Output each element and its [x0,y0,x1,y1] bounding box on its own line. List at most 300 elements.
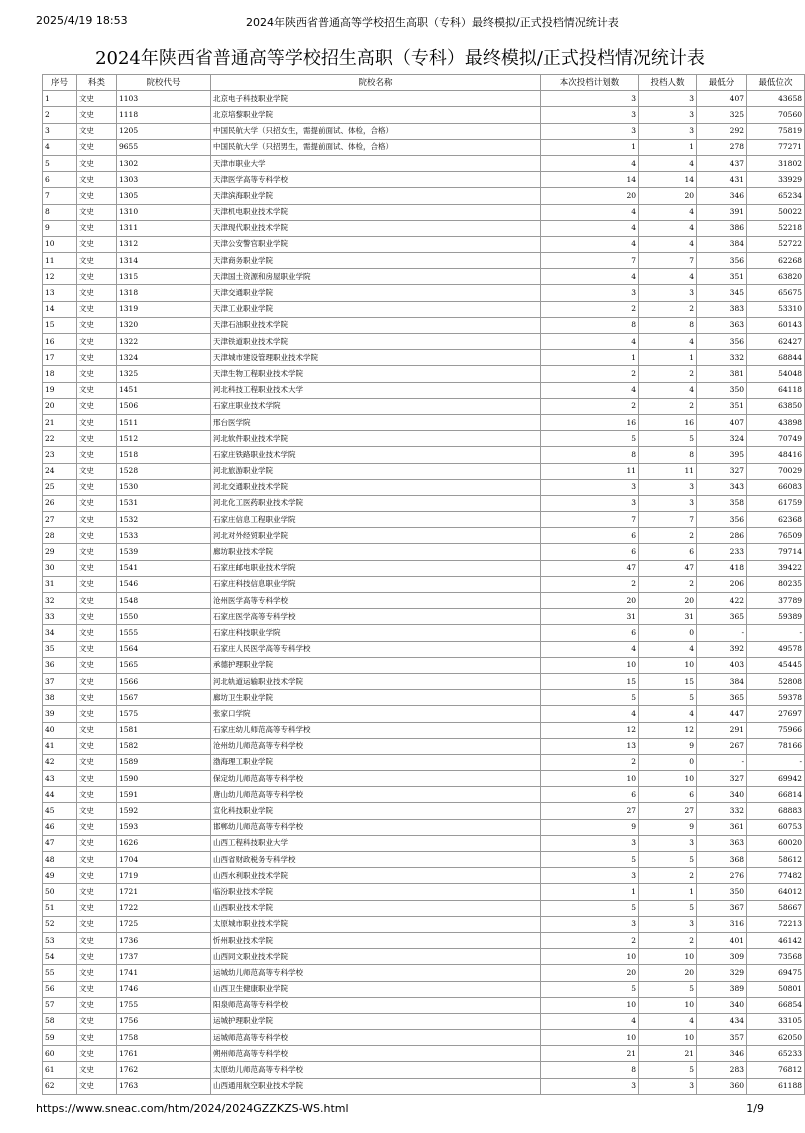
table-row [43,1078,805,1094]
cell-min-score: 391 [697,204,747,220]
cell-min-score: 434 [697,1013,747,1029]
cell-admitted-count: 4 [639,382,697,398]
cell-min-rank: 46142 [747,932,805,948]
cell-index: 60 [43,1046,77,1062]
cell-plan-count: 11 [541,463,639,479]
cell-school-name: 阳泉师范高等专科学校 [211,997,541,1013]
table-row [43,1030,805,1046]
cell-school-code: 1565 [117,657,211,673]
cell-school-code: 1746 [117,981,211,997]
cell-school-code: 1546 [117,576,211,592]
table-row [43,625,805,641]
table-row [43,1046,805,1062]
cell-plan-count: 16 [541,414,639,430]
cell-school-name: 天津机电职业技术学院 [211,204,541,220]
cell-plan-count: 1 [541,139,639,155]
cell-min-rank: 66083 [747,479,805,495]
cell-school-name: 运城护理职业学院 [211,1013,541,1029]
cell-plan-count: 10 [541,657,639,673]
cell-min-score: 363 [697,835,747,851]
table-row [43,172,805,188]
cell-admitted-count: 6 [639,544,697,560]
cell-school-code: 1312 [117,236,211,252]
cell-plan-count: 12 [541,722,639,738]
cell-plan-count: 4 [541,641,639,657]
cell-admitted-count: 16 [639,414,697,430]
cell-admitted-count: 14 [639,172,697,188]
cell-min-rank: 77482 [747,868,805,884]
cell-school-code: 1567 [117,690,211,706]
cell-school-name: 山西水利职业技术学院 [211,868,541,884]
cell-index: 11 [43,253,77,269]
cell-school-name: 河北交通职业技术学院 [211,479,541,495]
cell-category: 文史 [77,447,117,463]
cell-index: 19 [43,382,77,398]
cell-index: 25 [43,479,77,495]
cell-school-code: 1566 [117,673,211,689]
cell-school-name: 河北轨道运输职业技术学院 [211,673,541,689]
cell-admitted-count: 4 [639,204,697,220]
cell-category: 文史 [77,188,117,204]
cell-min-score: 358 [697,495,747,511]
cell-plan-count: 2 [541,366,639,382]
cell-plan-count: 4 [541,155,639,171]
cell-min-rank: - [747,625,805,641]
cell-school-name: 石家庄邮电职业技术学院 [211,560,541,576]
cell-index: 6 [43,172,77,188]
cell-category: 文史 [77,981,117,997]
cell-index: 23 [43,447,77,463]
table-row [43,188,805,204]
table-row [43,155,805,171]
header-min-score: 最低分 [697,75,747,91]
cell-min-score: 407 [697,91,747,107]
cell-min-score: 292 [697,123,747,139]
cell-plan-count: 3 [541,1078,639,1094]
cell-min-rank: 68844 [747,350,805,366]
cell-min-rank: 70560 [747,107,805,123]
cell-school-name: 太原幼儿师范高等专科学校 [211,1062,541,1078]
cell-min-score: 395 [697,447,747,463]
table-row [43,787,805,803]
cell-admitted-count: 4 [639,334,697,350]
cell-school-code: 1564 [117,641,211,657]
cell-plan-count: 4 [541,382,639,398]
cell-category: 文史 [77,657,117,673]
cell-plan-count: 4 [541,706,639,722]
cell-index: 18 [43,366,77,382]
cell-admitted-count: 8 [639,317,697,333]
print-footer [36,1102,764,1116]
table-row [43,269,805,285]
table-row [43,236,805,252]
cell-index: 13 [43,285,77,301]
table-row [43,253,805,269]
cell-school-name: 石家庄信息工程职业学院 [211,512,541,528]
cell-school-code: 1506 [117,398,211,414]
table-row [43,609,805,625]
cell-min-score: 401 [697,932,747,948]
cell-admitted-count: 0 [639,625,697,641]
cell-school-code: 1761 [117,1046,211,1062]
cell-min-score: 309 [697,949,747,965]
cell-index: 59 [43,1030,77,1046]
cell-category: 文史 [77,787,117,803]
cell-school-name: 石家庄科技信息职业学院 [211,576,541,592]
cell-school-name: 天津公安警官职业学院 [211,236,541,252]
cell-index: 48 [43,852,77,868]
table-header-row [43,75,805,91]
cell-category: 文史 [77,350,117,366]
cell-school-name: 天津石油职业技术学院 [211,317,541,333]
cell-admitted-count: 4 [639,1013,697,1029]
cell-admitted-count: 10 [639,997,697,1013]
cell-min-rank: 53310 [747,301,805,317]
cell-plan-count: 47 [541,560,639,576]
cell-admitted-count: 4 [639,220,697,236]
cell-school-code: 1103 [117,91,211,107]
cell-category: 文史 [77,1046,117,1062]
cell-plan-count: 5 [541,690,639,706]
cell-category: 文史 [77,528,117,544]
cell-school-name: 石家庄幼儿师范高等专科学校 [211,722,541,738]
cell-min-rank: 66854 [747,997,805,1013]
cell-category: 文史 [77,544,117,560]
cell-school-code: 1582 [117,738,211,754]
cell-admitted-count: 3 [639,479,697,495]
cell-admitted-count: 47 [639,560,697,576]
cell-school-name: 保定幼儿师范高等专科学校 [211,771,541,787]
cell-min-rank: 63820 [747,269,805,285]
cell-min-score: 361 [697,819,747,835]
cell-school-name: 渤海理工职业学院 [211,754,541,770]
cell-school-code: 1541 [117,560,211,576]
cell-min-rank: 59378 [747,690,805,706]
cell-min-rank: 33105 [747,1013,805,1029]
cell-min-rank: 69475 [747,965,805,981]
cell-category: 文史 [77,172,117,188]
cell-category: 文史 [77,949,117,965]
cell-school-name: 河北软件职业技术学院 [211,431,541,447]
cell-admitted-count: 31 [639,609,697,625]
cell-school-name: 山西通用航空职业技术学院 [211,1078,541,1094]
cell-min-rank: 75819 [747,123,805,139]
cell-school-name: 天津工业职业学院 [211,301,541,317]
cell-index: 29 [43,544,77,560]
cell-min-rank: 65233 [747,1046,805,1062]
cell-school-code: 1303 [117,172,211,188]
cell-min-score: 286 [697,528,747,544]
cell-index: 14 [43,301,77,317]
cell-category: 文史 [77,932,117,948]
cell-min-rank: 58667 [747,900,805,916]
cell-category: 文史 [77,835,117,851]
table-row [43,107,805,123]
table-row [43,932,805,948]
cell-plan-count: 2 [541,932,639,948]
cell-index: 41 [43,738,77,754]
cell-min-score: 206 [697,576,747,592]
cell-min-rank: 62268 [747,253,805,269]
cell-admitted-count: 0 [639,754,697,770]
cell-admitted-count: 3 [639,916,697,932]
cell-school-name: 宣化科技职业学院 [211,803,541,819]
table-row [43,350,805,366]
cell-category: 文史 [77,107,117,123]
cell-min-score: 403 [697,657,747,673]
cell-index: 52 [43,916,77,932]
cell-min-rank: 39422 [747,560,805,576]
cell-category: 文史 [77,997,117,1013]
cell-min-score: 345 [697,285,747,301]
cell-school-code: 1762 [117,1062,211,1078]
cell-category: 文史 [77,301,117,317]
cell-admitted-count: 3 [639,495,697,511]
cell-school-name: 天津交通职业学院 [211,285,541,301]
cell-school-name: 沧州医学高等专科学校 [211,593,541,609]
cell-admitted-count: 1 [639,884,697,900]
cell-index: 54 [43,949,77,965]
cell-min-score: 325 [697,107,747,123]
cell-category: 文史 [77,1062,117,1078]
cell-min-rank: 64012 [747,884,805,900]
cell-plan-count: 6 [541,625,639,641]
cell-plan-count: 3 [541,495,639,511]
cell-index: 10 [43,236,77,252]
cell-plan-count: 4 [541,204,639,220]
cell-min-rank: 52808 [747,673,805,689]
cell-school-code: 1533 [117,528,211,544]
cell-min-score: 365 [697,690,747,706]
cell-plan-count: 10 [541,997,639,1013]
cell-school-code: 1581 [117,722,211,738]
cell-school-code: 1325 [117,366,211,382]
cell-min-score: 283 [697,1062,747,1078]
cell-admitted-count: 5 [639,981,697,997]
cell-plan-count: 4 [541,1013,639,1029]
cell-school-code: 1530 [117,479,211,495]
cell-min-score: 351 [697,269,747,285]
cell-school-code: 1591 [117,787,211,803]
cell-school-code: 1319 [117,301,211,317]
cell-min-score: 327 [697,771,747,787]
table-row [43,544,805,560]
cell-min-rank: 60753 [747,819,805,835]
cell-index: 20 [43,398,77,414]
cell-index: 21 [43,414,77,430]
cell-school-code: 1322 [117,334,211,350]
cell-admitted-count: 5 [639,900,697,916]
cell-school-name: 邯郸幼儿师范高等专科学校 [211,819,541,835]
cell-plan-count: 3 [541,123,639,139]
print-header-title: 2024年陕西省普通高等学校招生高职（专科）最终模拟/正式投档情况统计表 [246,16,619,29]
cell-category: 文史 [77,253,117,269]
cell-school-code: 1736 [117,932,211,948]
cell-school-name: 运城幼儿师范高等专科学校 [211,965,541,981]
cell-school-code: 1721 [117,884,211,900]
table-row [43,835,805,851]
cell-admitted-count: 2 [639,301,697,317]
cell-school-name: 运城师范高等专科学校 [211,1030,541,1046]
cell-min-rank: - [747,754,805,770]
cell-school-code: 1575 [117,706,211,722]
cell-school-name: 中国民航大学（只招男生，需提前面试、体检，合格） [211,139,541,155]
cell-plan-count: 21 [541,1046,639,1062]
cell-category: 文史 [77,771,117,787]
cell-school-code: 1704 [117,852,211,868]
header-category: 科类 [77,75,117,91]
cell-category: 文史 [77,625,117,641]
cell-min-score: 351 [697,398,747,414]
cell-admitted-count: 10 [639,1030,697,1046]
cell-admitted-count: 21 [639,1046,697,1062]
header-admitted-count: 投档人数 [639,75,697,91]
cell-index: 15 [43,317,77,333]
cell-category: 文史 [77,965,117,981]
cell-index: 38 [43,690,77,706]
cell-index: 40 [43,722,77,738]
cell-min-rank: 60020 [747,835,805,851]
cell-school-code: 1311 [117,220,211,236]
table-row [43,673,805,689]
cell-plan-count: 10 [541,1030,639,1046]
cell-index: 44 [43,787,77,803]
cell-school-name: 天津现代职业技术学院 [211,220,541,236]
cell-min-score: 363 [697,317,747,333]
table-row [43,479,805,495]
cell-min-rank: 64118 [747,382,805,398]
table-body [43,91,805,1095]
cell-school-name: 朔州师范高等专科学校 [211,1046,541,1062]
table-row [43,981,805,997]
cell-index: 49 [43,868,77,884]
table-row [43,997,805,1013]
table-row [43,382,805,398]
cell-school-code: 1593 [117,819,211,835]
table-row [43,301,805,317]
cell-category: 文史 [77,819,117,835]
cell-plan-count: 2 [541,398,639,414]
cell-school-name: 天津国土资源和房屋职业学院 [211,269,541,285]
cell-min-score: 389 [697,981,747,997]
table-row [43,463,805,479]
cell-min-rank: 60143 [747,317,805,333]
table-row [43,916,805,932]
cell-school-code: 1320 [117,317,211,333]
cell-category: 文史 [77,706,117,722]
cell-school-name: 石家庄铁路职业技术学院 [211,447,541,463]
cell-plan-count: 20 [541,593,639,609]
cell-min-score: 343 [697,479,747,495]
cell-school-name: 天津市职业大学 [211,155,541,171]
cell-school-code: 1550 [117,609,211,625]
print-header [36,14,764,28]
cell-min-score: - [697,625,747,641]
cell-category: 文史 [77,690,117,706]
cell-min-score: 407 [697,414,747,430]
cell-index: 55 [43,965,77,981]
cell-plan-count: 9 [541,819,639,835]
cell-school-name: 石家庄医学高等专科学校 [211,609,541,625]
cell-school-name: 石家庄科技职业学院 [211,625,541,641]
cell-index: 36 [43,657,77,673]
cell-school-name: 石家庄人民医学高等专科学校 [211,641,541,657]
table-row [43,398,805,414]
table-row [43,657,805,673]
cell-category: 文史 [77,91,117,107]
cell-school-code: 1532 [117,512,211,528]
cell-min-rank: 66814 [747,787,805,803]
cell-index: 26 [43,495,77,511]
cell-admitted-count: 10 [639,771,697,787]
header-index: 序号 [43,75,77,91]
table-row [43,414,805,430]
cell-min-rank: 75966 [747,722,805,738]
cell-category: 文史 [77,204,117,220]
cell-school-name: 北京培黎职业学院 [211,107,541,123]
cell-category: 文史 [77,512,117,528]
cell-min-rank: 68883 [747,803,805,819]
cell-plan-count: 20 [541,188,639,204]
cell-plan-count: 6 [541,528,639,544]
cell-min-score: 276 [697,868,747,884]
cell-plan-count: 1 [541,350,639,366]
cell-school-name: 天津医学高等专科学校 [211,172,541,188]
cell-category: 文史 [77,479,117,495]
header-school-name: 院校名称 [211,75,541,91]
cell-school-code: 1589 [117,754,211,770]
table-row [43,139,805,155]
cell-school-code: 1539 [117,544,211,560]
cell-admitted-count: 3 [639,1078,697,1094]
cell-plan-count: 3 [541,916,639,932]
cell-min-score: 384 [697,236,747,252]
cell-min-rank: 45445 [747,657,805,673]
cell-plan-count: 14 [541,172,639,188]
cell-category: 文史 [77,593,117,609]
cell-index: 31 [43,576,77,592]
table-row [43,123,805,139]
table-row [43,512,805,528]
cell-plan-count: 2 [541,754,639,770]
cell-min-score: 267 [697,738,747,754]
cell-min-score: 360 [697,1078,747,1094]
cell-admitted-count: 20 [639,965,697,981]
cell-min-rank: 79714 [747,544,805,560]
cell-category: 文史 [77,285,117,301]
cell-admitted-count: 5 [639,1062,697,1078]
cell-min-score: 291 [697,722,747,738]
cell-plan-count: 5 [541,852,639,868]
cell-index: 39 [43,706,77,722]
cell-min-score: 368 [697,852,747,868]
cell-index: 8 [43,204,77,220]
cell-min-score: 332 [697,803,747,819]
cell-category: 文史 [77,852,117,868]
cell-school-name: 唐山幼儿师范高等专科学校 [211,787,541,803]
document-title: 2024年陕西省普通高等学校招生高职（专科）最终模拟/正式投档情况统计表 [95,48,705,69]
cell-school-code: 1592 [117,803,211,819]
cell-plan-count: 3 [541,107,639,123]
table-row [43,366,805,382]
cell-min-rank: 77271 [747,139,805,155]
cell-admitted-count: 2 [639,932,697,948]
cell-admitted-count: 2 [639,398,697,414]
cell-admitted-count: 3 [639,123,697,139]
cell-category: 文史 [77,414,117,430]
cell-index: 28 [43,528,77,544]
cell-category: 文史 [77,576,117,592]
